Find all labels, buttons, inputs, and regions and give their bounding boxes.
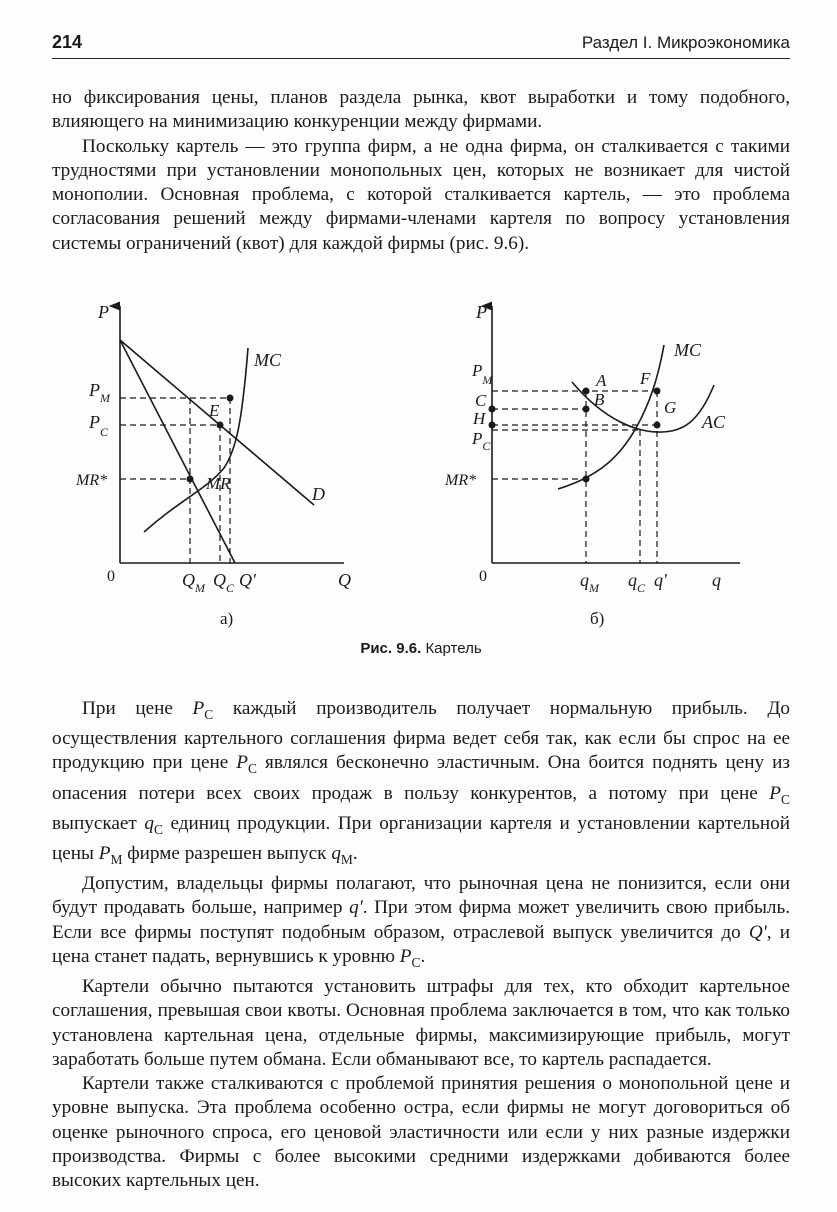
panel-b-pm-tick: $P_M$ bbox=[472, 361, 493, 387]
paragraph-6: Картели также сталкиваются с проблемой принятия решения о монопольной цене и уровне выпуска. Эта проблема особенно остра, если фирмы не могут договориться об оценке рыночного спроса, его ценовой эластичности или если у них разные издержки производства. Фирмы с более высокими средними издержками добиваются более высоких картельных цен. bbox=[52, 1073, 790, 1192]
panel-a-origin: 0 bbox=[107, 568, 115, 585]
panel-a-e-point bbox=[217, 422, 224, 429]
panel-b-qm-tick: $q_M$ bbox=[580, 570, 599, 595]
panel-b-f-point bbox=[654, 388, 661, 395]
figure-diagram bbox=[52, 288, 790, 638]
panel-b-x-label: q bbox=[712, 570, 721, 590]
panel-b-mc-label: MC bbox=[674, 340, 701, 360]
panel-a-qc-tick: $Q_C$ bbox=[213, 570, 235, 595]
panel-b bbox=[444, 302, 740, 628]
panel-a bbox=[75, 302, 351, 628]
page-header bbox=[52, 30, 790, 59]
panel-a-x-label: Q bbox=[338, 570, 351, 590]
panel-b-h-tick: H bbox=[473, 409, 486, 428]
body-text bbox=[52, 697, 790, 1194]
panel-b-h-axis-point bbox=[489, 422, 496, 429]
panel-a-e-label: E bbox=[209, 401, 220, 420]
panel-b-a-label: A bbox=[596, 371, 607, 390]
panel-a-label: а) bbox=[220, 609, 234, 628]
panel-a-mrs-tick: MR* bbox=[76, 472, 108, 489]
panel-b-y-label: P bbox=[476, 302, 487, 322]
panel-b-c-tick: C bbox=[475, 391, 487, 410]
paragraph-4: Допустим, владельцы фирмы полагают, что рыночная цена не понизится, если они будут продавать больше, например q'. При этом фирма может увеличить свою прибыль. Если все фирмы поступят подобным образом, отраслевой выпуск увеличится до Q', и цена станет падать, вернувшись к уровню $P_C$. bbox=[52, 872, 791, 970]
panel-b-mrs-tick: MR* bbox=[445, 472, 477, 489]
panel-a-mc-label: MC bbox=[254, 350, 281, 370]
panel-b-b-label: B bbox=[594, 390, 605, 409]
panel-b-f-label: F bbox=[640, 369, 651, 388]
panel-a-mrs-point bbox=[187, 476, 194, 483]
panel-a-d-label: D bbox=[312, 484, 325, 504]
panel-b-label: б) bbox=[590, 609, 605, 628]
panel-a-pm-tick: $P_M$ bbox=[89, 380, 110, 405]
panel-b-ac-label: AC bbox=[702, 412, 726, 432]
figure-caption bbox=[52, 640, 790, 657]
panel-a-pm-point bbox=[227, 395, 234, 402]
figure-9-6 bbox=[52, 288, 790, 668]
panel-b-c-axis-point bbox=[489, 406, 496, 413]
paragraph-5: Картели обычно пытаются установить штрафы для тех, кто обходит картельное соглашения, превышая свои квоты. Основная проблема заключается в том, что как только установлена картельная цена, отдельные фирмы, максимизирующие прибыль, могут заработать больше путем обмана. Если обманывают все, то картель распадается. bbox=[52, 975, 790, 1070]
panel-b-g-point bbox=[654, 422, 661, 429]
panel-a-mc-curve bbox=[144, 348, 248, 532]
panel-b-origin: 0 bbox=[479, 568, 487, 585]
section-title: Раздел I. Микроэкономика bbox=[581, 33, 790, 52]
paragraph-2: Поскольку картель — это группа фирм, а не одна фирма, он сталкивается с такими трудностями при установлении монопольных цен, которых не возникает для чистой монополии. Основная проблема, с которой сталкивается картель, — это проблема согласования решений между фирмами-членами картеля по вопросу установления системы ограничений (квот) для каждой фирмы (рис. 9.6). bbox=[52, 135, 790, 254]
intro-text bbox=[52, 86, 790, 256]
panel-b-pc-tick: $P_C$ bbox=[472, 429, 491, 453]
panel-a-qm-tick: $Q_M$ bbox=[182, 570, 205, 595]
caption-label: Рис. 9.6. bbox=[360, 640, 422, 657]
panel-b-mrs-point bbox=[583, 476, 590, 483]
panel-b-qc-tick: $q_C$ bbox=[628, 570, 646, 595]
page-number: 214 bbox=[52, 32, 83, 52]
panel-a-y-label: P bbox=[98, 302, 109, 322]
panel-b-b-point bbox=[583, 406, 590, 413]
panel-b-g-label: G bbox=[664, 398, 677, 417]
panel-a-qp-tick: Q' bbox=[239, 570, 256, 590]
paragraph-3: При цене $P_C$ каждый производитель получает нормальную прибыль. До осуществления картельного соглашения фирма ведет себя так, как если бы спрос на ее продукцию при цене $P_C$ являлся бесконечно эластичным. Она боится поднять цену из опасения потери всех своих продаж в пользу конкурентов, а потому при цене $P_C$ выпускает $q_C$ единиц продукции. При организации картеля и установлении картельной цены $P_M$ фирме разрешен выпуск $q_M$. bbox=[52, 698, 791, 867]
panel-a-mr-curve bbox=[120, 340, 235, 563]
panel-b-a-point bbox=[583, 388, 590, 395]
panel-a-mr-label: MR bbox=[206, 474, 231, 493]
panel-b-qp-tick: q' bbox=[654, 570, 667, 590]
panel-a-pc-tick: $P_C$ bbox=[89, 412, 109, 439]
caption-text: Картель bbox=[425, 640, 482, 657]
paragraph-1: но фиксирования цены, планов раздела рынка, квот выработки и тому подобного, влияющего на минимизацию конкуренции между фирмами. bbox=[52, 87, 790, 133]
